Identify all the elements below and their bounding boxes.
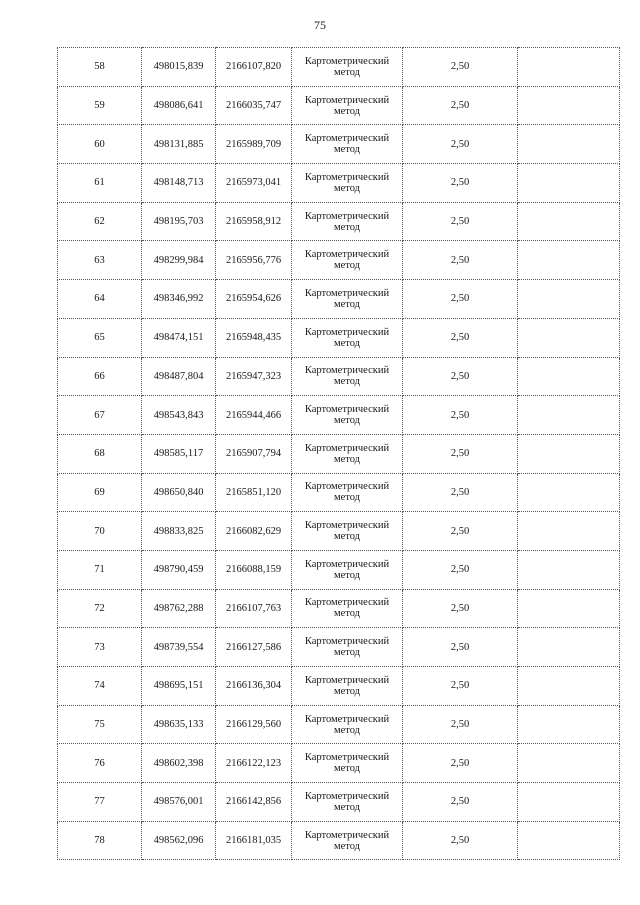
method-line-2: метод — [333, 647, 361, 659]
method-line-1: Картометрический — [304, 94, 390, 106]
point-number-cell: 67 — [58, 396, 142, 435]
y-coordinate-cell: 2165947,323 — [216, 357, 292, 396]
method-line-2: метод — [333, 685, 361, 697]
point-number-cell: 64 — [58, 280, 142, 319]
x-coordinate-cell: 498635,133 — [142, 705, 216, 744]
x-coordinate-cell: 498346,992 — [142, 280, 216, 319]
x-coordinate-cell: 498585,117 — [142, 434, 216, 473]
accuracy-cell: 2,50 — [403, 396, 518, 435]
point-number-cell: 58 — [58, 48, 142, 87]
y-coordinate-cell: 2166142,856 — [216, 783, 292, 822]
accuracy-cell: 2,50 — [403, 473, 518, 512]
method-line-1: Картометрический — [304, 365, 390, 377]
accuracy-cell: 2,50 — [403, 357, 518, 396]
table-row — [58, 86, 620, 125]
method-line-2: метод — [333, 66, 361, 78]
method-line-1: Картометрический — [304, 287, 390, 299]
note-cell — [518, 164, 620, 203]
y-coordinate-cell: 2165851,120 — [216, 473, 292, 512]
method-line-2: метод — [333, 569, 361, 581]
x-coordinate-cell: 498650,840 — [142, 473, 216, 512]
note-cell — [518, 202, 620, 241]
note-cell — [518, 783, 620, 822]
table-row — [58, 628, 620, 667]
y-coordinate-cell: 2165907,794 — [216, 434, 292, 473]
table-row — [58, 473, 620, 512]
coordinates-table — [57, 47, 620, 860]
accuracy-cell: 2,50 — [403, 48, 518, 87]
accuracy-cell: 2,50 — [403, 202, 518, 241]
x-coordinate-cell: 498576,001 — [142, 783, 216, 822]
x-coordinate-cell: 498543,843 — [142, 396, 216, 435]
table-row — [58, 744, 620, 783]
accuracy-cell: 2,50 — [403, 783, 518, 822]
y-coordinate-cell: 2165973,041 — [216, 164, 292, 203]
point-number-cell: 68 — [58, 434, 142, 473]
note-cell — [518, 744, 620, 783]
note-cell — [518, 667, 620, 706]
point-number-cell: 62 — [58, 202, 142, 241]
y-coordinate-cell: 2166129,560 — [216, 705, 292, 744]
point-number-cell: 71 — [58, 550, 142, 589]
method-line-1: Картометрический — [304, 674, 390, 686]
note-cell — [518, 48, 620, 87]
note-cell — [518, 241, 620, 280]
method-cell — [292, 667, 403, 706]
y-coordinate-cell: 2165989,709 — [216, 125, 292, 164]
method-line-2: метод — [333, 801, 361, 813]
note-cell — [518, 318, 620, 357]
table-body — [58, 48, 620, 860]
point-number-cell: 61 — [58, 164, 142, 203]
point-number-cell: 75 — [58, 705, 142, 744]
point-number-cell: 69 — [58, 473, 142, 512]
method-line-2: метод — [333, 182, 361, 194]
method-cell — [292, 512, 403, 551]
method-line-2: метод — [333, 608, 361, 620]
point-number-cell: 77 — [58, 783, 142, 822]
x-coordinate-cell: 498695,151 — [142, 667, 216, 706]
y-coordinate-cell: 2166127,586 — [216, 628, 292, 667]
x-coordinate-cell: 498195,703 — [142, 202, 216, 241]
table-row — [58, 241, 620, 280]
method-line-2: метод — [333, 492, 361, 504]
table-row — [58, 202, 620, 241]
method-cell — [292, 280, 403, 319]
note-cell — [518, 86, 620, 125]
method-cell — [292, 125, 403, 164]
x-coordinate-cell: 498602,398 — [142, 744, 216, 783]
method-line-1: Картометрический — [304, 326, 390, 338]
method-line-1: Картометрический — [304, 636, 390, 648]
method-line-1: Картометрический — [304, 558, 390, 570]
table-row — [58, 48, 620, 87]
method-cell — [292, 705, 403, 744]
method-line-1: Картометрический — [304, 133, 390, 145]
method-line-2: метод — [333, 531, 361, 543]
note-cell — [518, 705, 620, 744]
method-line-1: Картометрический — [304, 520, 390, 532]
method-line-1: Картометрический — [304, 210, 390, 222]
point-number-cell: 70 — [58, 512, 142, 551]
table-row — [58, 164, 620, 203]
table-row — [58, 705, 620, 744]
y-coordinate-cell: 2166122,123 — [216, 744, 292, 783]
point-number-cell: 78 — [58, 821, 142, 860]
x-coordinate-cell: 498086,641 — [142, 86, 216, 125]
y-coordinate-cell: 2165958,912 — [216, 202, 292, 241]
method-cell — [292, 473, 403, 512]
method-cell — [292, 783, 403, 822]
method-line-2: метод — [333, 763, 361, 775]
accuracy-cell: 2,50 — [403, 705, 518, 744]
method-line-2: метод — [333, 144, 361, 156]
method-cell — [292, 550, 403, 589]
method-line-1: Картометрический — [304, 752, 390, 764]
method-line-2: метод — [333, 298, 361, 310]
method-cell — [292, 357, 403, 396]
note-cell — [518, 280, 620, 319]
accuracy-cell: 2,50 — [403, 434, 518, 473]
y-coordinate-cell: 2166136,304 — [216, 667, 292, 706]
accuracy-cell: 2,50 — [403, 628, 518, 667]
point-number-cell: 72 — [58, 589, 142, 628]
table-row — [58, 434, 620, 473]
point-number-cell: 66 — [58, 357, 142, 396]
method-line-2: метод — [333, 105, 361, 117]
x-coordinate-cell: 498299,984 — [142, 241, 216, 280]
method-cell — [292, 86, 403, 125]
accuracy-cell: 2,50 — [403, 86, 518, 125]
method-line-1: Картометрический — [304, 404, 390, 416]
x-coordinate-cell: 498487,804 — [142, 357, 216, 396]
method-line-2: метод — [333, 453, 361, 465]
accuracy-cell: 2,50 — [403, 550, 518, 589]
method-line-1: Картометрический — [304, 829, 390, 841]
table-row — [58, 280, 620, 319]
method-cell — [292, 744, 403, 783]
y-coordinate-cell: 2166107,820 — [216, 48, 292, 87]
note-cell — [518, 550, 620, 589]
accuracy-cell: 2,50 — [403, 512, 518, 551]
method-line-2: метод — [333, 415, 361, 427]
note-cell — [518, 512, 620, 551]
note-cell — [518, 396, 620, 435]
x-coordinate-cell: 498562,096 — [142, 821, 216, 860]
table-row — [58, 589, 620, 628]
method-cell — [292, 434, 403, 473]
x-coordinate-cell: 498833,825 — [142, 512, 216, 551]
method-cell — [292, 821, 403, 860]
method-line-1: Картометрический — [304, 713, 390, 725]
accuracy-cell: 2,50 — [403, 280, 518, 319]
method-cell — [292, 396, 403, 435]
method-line-1: Картометрический — [304, 597, 390, 609]
accuracy-cell: 2,50 — [403, 125, 518, 164]
method-line-1: Картометрический — [304, 442, 390, 454]
y-coordinate-cell: 2166088,159 — [216, 550, 292, 589]
method-line-2: метод — [333, 724, 361, 736]
table-row — [58, 318, 620, 357]
y-coordinate-cell: 2166107,763 — [216, 589, 292, 628]
method-cell — [292, 202, 403, 241]
table-row — [58, 125, 620, 164]
y-coordinate-cell: 2165956,776 — [216, 241, 292, 280]
y-coordinate-cell: 2165948,435 — [216, 318, 292, 357]
point-number-cell: 65 — [58, 318, 142, 357]
method-cell — [292, 48, 403, 87]
y-coordinate-cell: 2166181,035 — [216, 821, 292, 860]
point-number-cell: 63 — [58, 241, 142, 280]
note-cell — [518, 125, 620, 164]
method-cell — [292, 318, 403, 357]
method-line-1: Картометрический — [304, 171, 390, 183]
x-coordinate-cell: 498739,554 — [142, 628, 216, 667]
method-line-1: Картометрический — [304, 481, 390, 493]
accuracy-cell: 2,50 — [403, 821, 518, 860]
method-line-2: метод — [333, 337, 361, 349]
accuracy-cell: 2,50 — [403, 318, 518, 357]
point-number-cell: 73 — [58, 628, 142, 667]
x-coordinate-cell: 498762,288 — [142, 589, 216, 628]
accuracy-cell: 2,50 — [403, 589, 518, 628]
table-row — [58, 550, 620, 589]
method-line-2: метод — [333, 376, 361, 388]
accuracy-cell: 2,50 — [403, 667, 518, 706]
table-row — [58, 783, 620, 822]
method-cell — [292, 164, 403, 203]
note-cell — [518, 434, 620, 473]
method-cell — [292, 241, 403, 280]
x-coordinate-cell: 498474,151 — [142, 318, 216, 357]
x-coordinate-cell: 498148,713 — [142, 164, 216, 203]
method-line-1: Картометрический — [304, 55, 390, 67]
point-number-cell: 76 — [58, 744, 142, 783]
x-coordinate-cell: 498015,839 — [142, 48, 216, 87]
table-row — [58, 821, 620, 860]
method-line-2: метод — [333, 840, 361, 852]
method-cell — [292, 628, 403, 667]
note-cell — [518, 357, 620, 396]
note-cell — [518, 821, 620, 860]
method-line-1: Картометрический — [304, 249, 390, 261]
table-row — [58, 396, 620, 435]
accuracy-cell: 2,50 — [403, 241, 518, 280]
y-coordinate-cell: 2166082,629 — [216, 512, 292, 551]
note-cell — [518, 628, 620, 667]
method-line-2: метод — [333, 221, 361, 233]
point-number-cell: 74 — [58, 667, 142, 706]
method-line-1: Картометрический — [304, 790, 390, 802]
table-row — [58, 357, 620, 396]
point-number-cell: 60 — [58, 125, 142, 164]
note-cell — [518, 589, 620, 628]
method-cell — [292, 589, 403, 628]
accuracy-cell: 2,50 — [403, 744, 518, 783]
y-coordinate-cell: 2166035,747 — [216, 86, 292, 125]
method-line-2: метод — [333, 260, 361, 272]
x-coordinate-cell: 498790,459 — [142, 550, 216, 589]
y-coordinate-cell: 2165944,466 — [216, 396, 292, 435]
y-coordinate-cell: 2165954,626 — [216, 280, 292, 319]
note-cell — [518, 473, 620, 512]
x-coordinate-cell: 498131,885 — [142, 125, 216, 164]
accuracy-cell: 2,50 — [403, 164, 518, 203]
point-number-cell: 59 — [58, 86, 142, 125]
page-number: 75 — [314, 18, 326, 32]
table-row — [58, 512, 620, 551]
table-row — [58, 667, 620, 706]
